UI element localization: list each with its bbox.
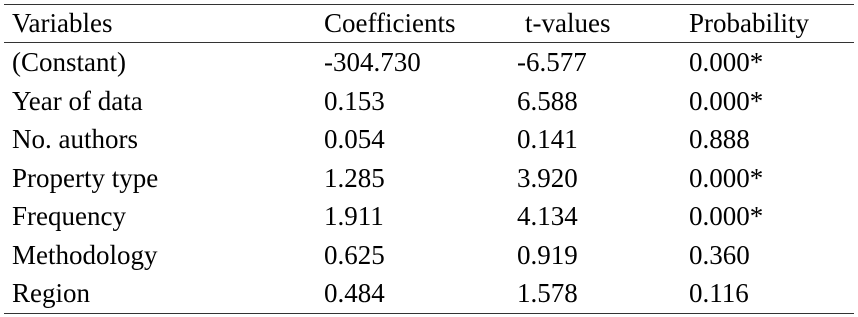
probability-cell: 0.000* <box>689 47 764 77</box>
t-value-cell: 0.141 <box>517 124 578 154</box>
regression-table <box>4 4 854 314</box>
coefficient-cell: 1.911 <box>324 201 384 231</box>
variable-cell: (Constant) <box>12 47 126 77</box>
probability-cell: 0.360 <box>689 239 750 270</box>
header-coefficients: Coefficients <box>324 8 456 38</box>
table-row <box>4 120 854 159</box>
coefficient-cell: -304.730 <box>324 47 421 77</box>
t-value-cell: 1.578 <box>517 278 578 308</box>
coefficient-cell: 0.153 <box>324 85 385 116</box>
table-row <box>4 159 854 198</box>
table-header <box>4 5 854 42</box>
variable-cell: Property type <box>12 162 159 193</box>
table-row <box>4 197 854 236</box>
variable-cell: Region <box>12 278 90 308</box>
variable-cell: Methodology <box>12 239 158 270</box>
t-value-cell: 3.920 <box>517 162 578 193</box>
table-row <box>4 43 854 82</box>
table-row <box>4 236 854 275</box>
coefficient-cell: 0.484 <box>324 278 385 308</box>
t-value-cell: -6.577 <box>517 47 587 77</box>
probability-cell: 0.000* <box>689 85 764 116</box>
coefficient-cell: 0.054 <box>324 124 385 154</box>
probability-cell: 0.888 <box>689 124 750 154</box>
header-variables: Variables <box>12 8 113 38</box>
bottom-rule <box>4 313 854 314</box>
header-probability: Probability <box>689 8 809 38</box>
variable-cell: Year of data <box>12 85 143 116</box>
probability-cell: 0.000* <box>689 201 764 231</box>
variable-cell: No. authors <box>12 124 138 154</box>
table-row <box>4 274 854 313</box>
variable-cell: Frequency <box>12 201 126 231</box>
probability-cell: 0.116 <box>689 278 749 308</box>
table-row <box>4 82 854 121</box>
t-value-cell: 0.919 <box>517 239 578 270</box>
probability-cell: 0.000* <box>689 162 764 193</box>
header-t-values: t-values <box>525 8 611 38</box>
coefficient-cell: 0.625 <box>324 239 385 270</box>
coefficient-cell: 1.285 <box>324 162 385 193</box>
t-value-cell: 6.588 <box>517 85 578 116</box>
t-value-cell: 4.134 <box>517 201 578 231</box>
